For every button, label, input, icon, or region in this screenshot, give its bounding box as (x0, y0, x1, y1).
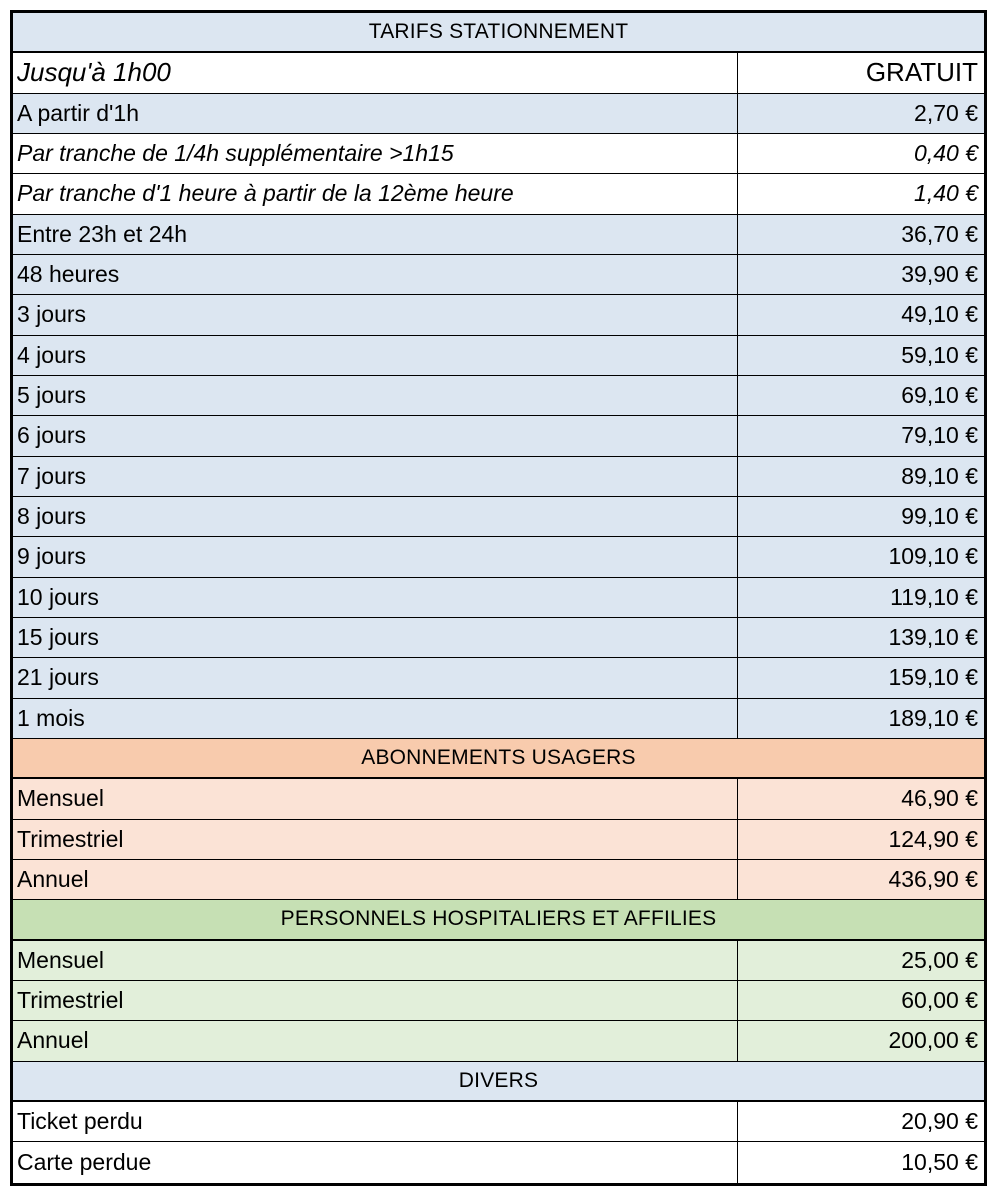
section-title: TARIFS STATIONNEMENT (368, 20, 629, 44)
row-value: 0,40 € (914, 140, 978, 167)
table-row (13, 699, 984, 739)
table-row (13, 537, 984, 577)
table-row (13, 53, 984, 93)
table-row (13, 658, 984, 698)
row-label: Trimestriel (13, 981, 738, 1020)
section-title: PERSONNELS HOSPITALIERS ET AFFILIES (280, 907, 717, 931)
table-row (13, 820, 984, 860)
row-label: Ticket perdu (13, 1102, 738, 1141)
row-value: 99,10 € (901, 503, 978, 530)
row-value: 36,70 € (901, 220, 978, 247)
section-header-personnels (13, 900, 984, 940)
row-value: 39,90 € (901, 261, 978, 288)
row-label: A partir d'1h (13, 94, 738, 133)
section-header-stationnement (13, 13, 984, 53)
row-value: 139,10 € (888, 624, 978, 651)
table-row (13, 255, 984, 295)
row-label: 15 jours (13, 618, 738, 657)
row-value: 89,10 € (901, 462, 978, 489)
row-label: 21 jours (13, 658, 738, 697)
row-label: Mensuel (13, 779, 738, 818)
row-value: 119,10 € (890, 583, 978, 610)
table-row (13, 497, 984, 537)
row-value: 1,40 € (914, 180, 978, 207)
row-value: 46,90 € (901, 785, 978, 812)
row-value: 124,90 € (888, 825, 978, 852)
table-row (13, 1142, 984, 1182)
row-label: Entre 23h et 24h (13, 215, 738, 254)
table-row (13, 295, 984, 335)
table-row (13, 1102, 984, 1142)
table-row (13, 174, 984, 214)
table-row (13, 376, 984, 416)
row-label: Annuel (13, 1021, 738, 1060)
row-value: 436,90 € (888, 866, 978, 893)
row-label: Mensuel (13, 941, 738, 980)
row-value: 159,10 € (888, 664, 978, 691)
row-value: 25,00 € (901, 946, 978, 973)
row-label: 5 jours (13, 376, 738, 415)
row-label: 4 jours (13, 336, 738, 375)
row-label: Jusqu'à 1h00 (13, 53, 738, 92)
row-value: 20,90 € (901, 1108, 978, 1135)
table-row (13, 94, 984, 134)
table-row (13, 578, 984, 618)
row-label: 1 mois (13, 699, 738, 738)
row-label: Annuel (13, 860, 738, 899)
row-value: 189,10 € (888, 704, 978, 731)
row-label: Carte perdue (13, 1142, 738, 1182)
table-row (13, 779, 984, 819)
table-row (13, 1021, 984, 1061)
row-label: Par tranche de 1/4h supplémentaire >1h15 (13, 134, 738, 173)
tarifs-table (10, 10, 987, 1186)
row-label: 9 jours (13, 537, 738, 576)
table-row (13, 215, 984, 255)
table-row (13, 416, 984, 456)
row-label: 7 jours (13, 457, 738, 496)
row-value: 109,10 € (888, 543, 978, 570)
table-row (13, 134, 984, 174)
section-title: ABONNEMENTS USAGERS (361, 746, 636, 770)
row-value: 79,10 € (901, 422, 978, 449)
row-value: 200,00 € (888, 1027, 978, 1054)
table-row (13, 860, 984, 900)
row-label: 48 heures (13, 255, 738, 294)
row-label: Par tranche d'1 heure à partir de la 12ème heure (13, 174, 738, 213)
table-row (13, 981, 984, 1021)
row-label: 10 jours (13, 578, 738, 617)
row-value: 2,70 € (914, 99, 978, 126)
row-value: 10,50 € (901, 1148, 978, 1175)
section-title: DIVERS (458, 1068, 539, 1092)
section-header-divers (13, 1062, 984, 1102)
row-label: Trimestriel (13, 820, 738, 859)
table-row (13, 457, 984, 497)
section-header-abonnements (13, 739, 984, 779)
row-label: 6 jours (13, 416, 738, 455)
row-label: 8 jours (13, 497, 738, 536)
row-label: 3 jours (13, 295, 738, 334)
table-row (13, 941, 984, 981)
row-value: 69,10 € (901, 382, 978, 409)
row-value: 59,10 € (901, 341, 978, 368)
table-row (13, 336, 984, 376)
table-row (13, 618, 984, 658)
row-value: GRATUIT (865, 57, 978, 88)
row-value: 49,10 € (901, 301, 978, 328)
row-value: 60,00 € (901, 987, 978, 1014)
